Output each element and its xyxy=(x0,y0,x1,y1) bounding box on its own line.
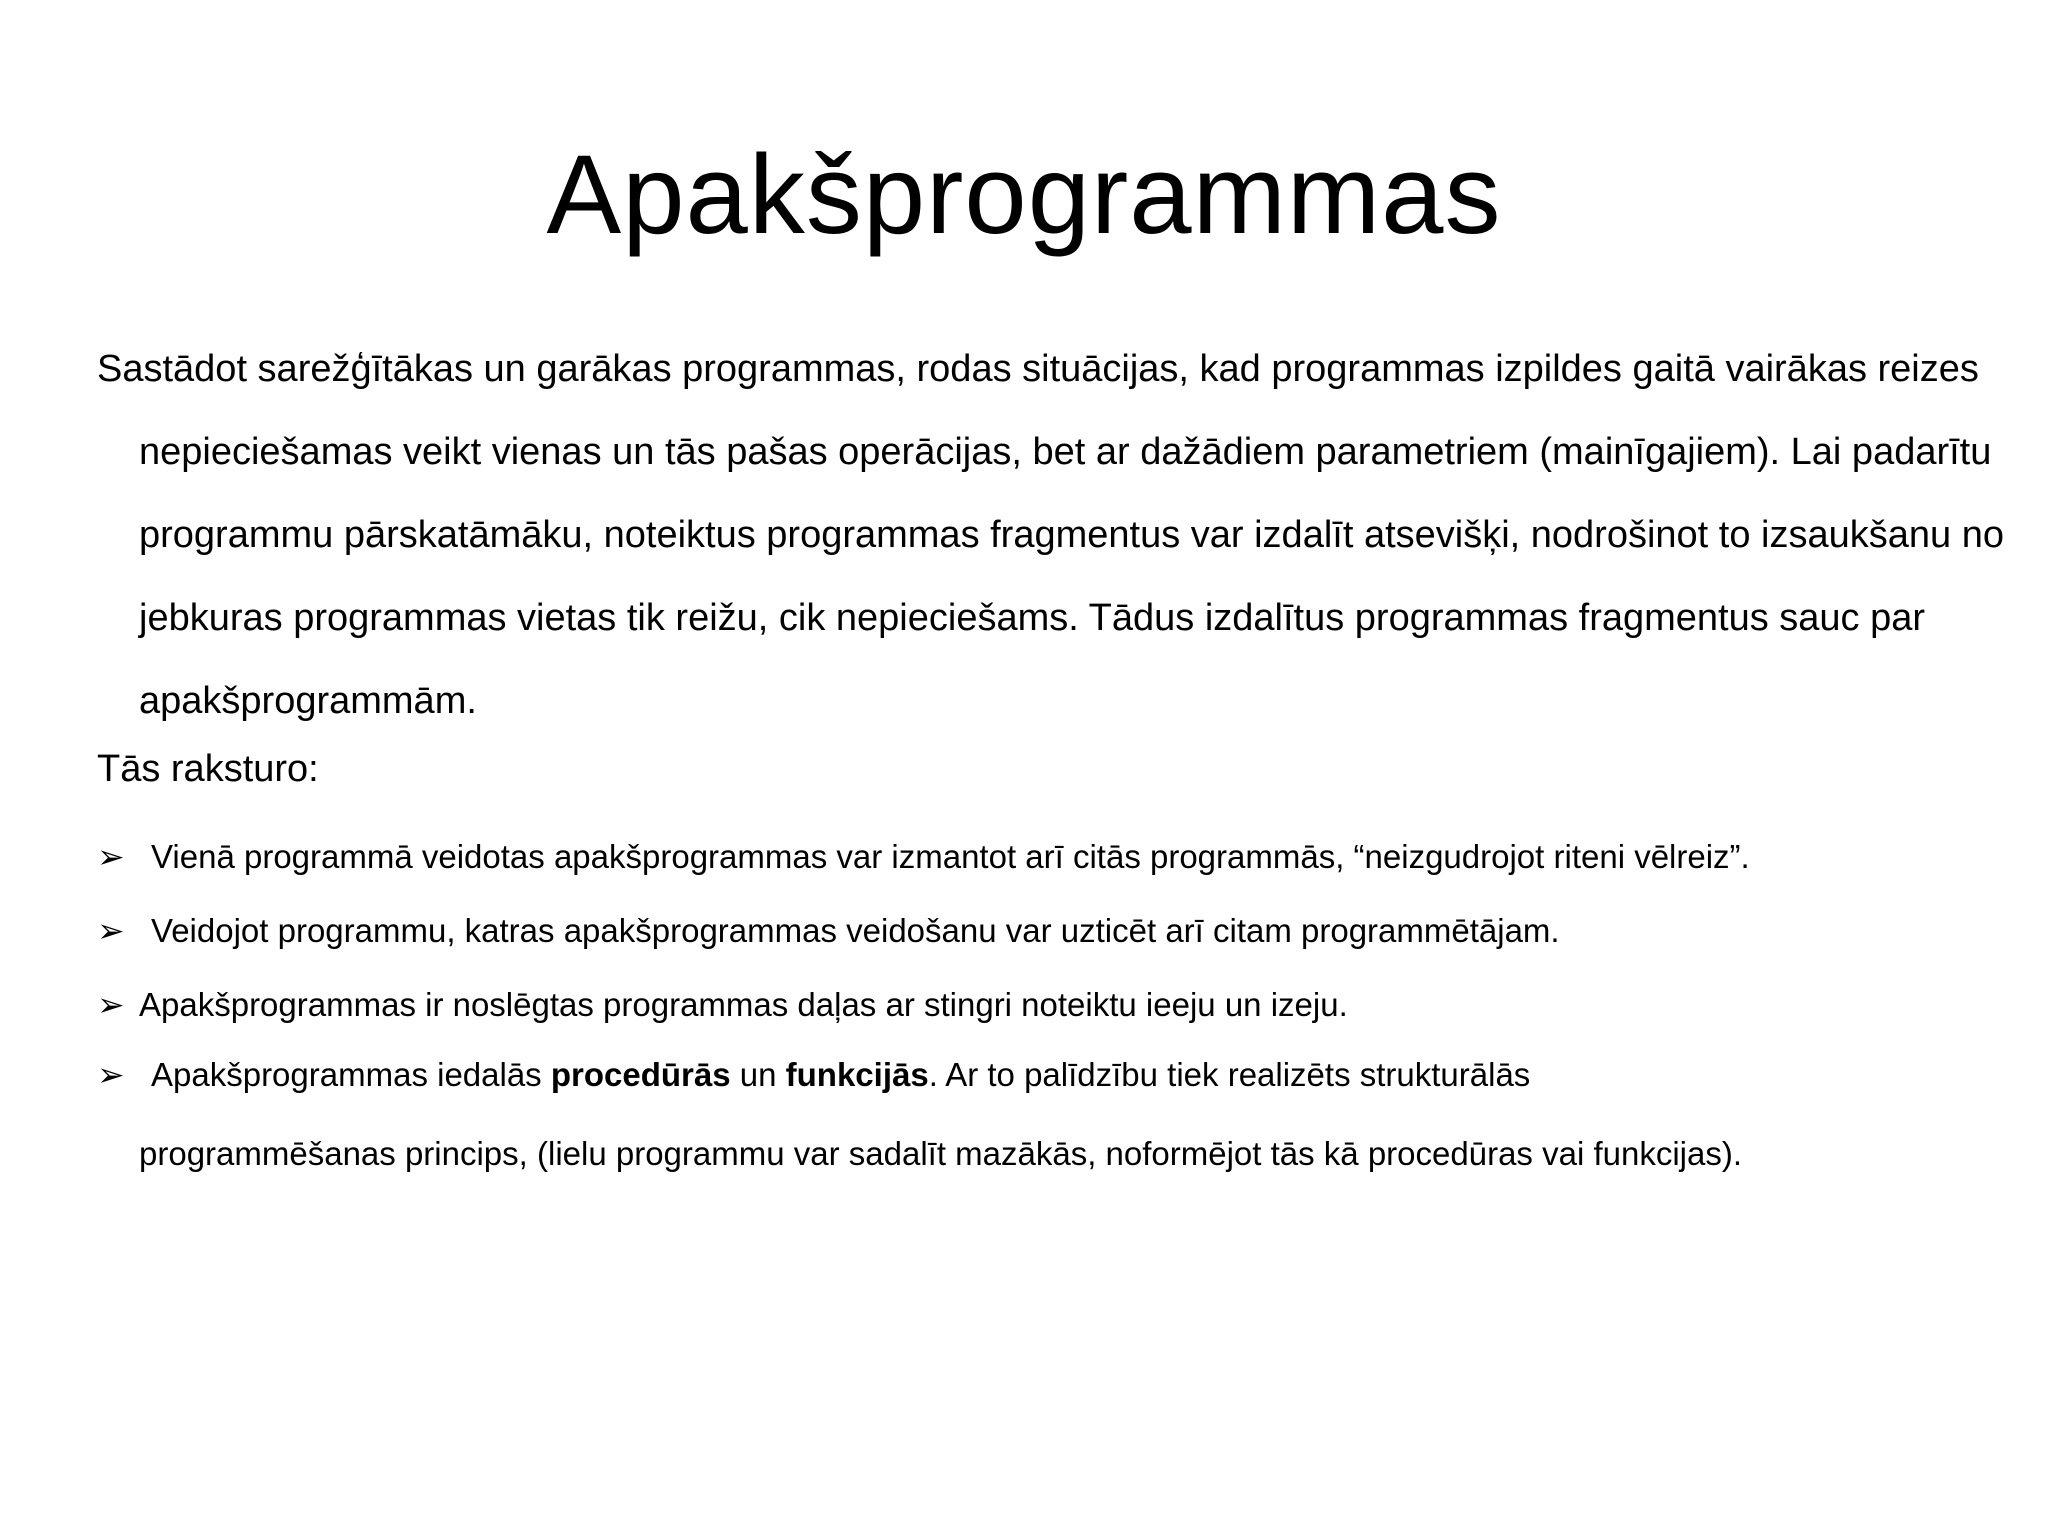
list-item-continuation: programmēšanas princips, (lielu programmu var sadalīt mazākās, noformējot tās kā procedūras vai funkcijas). xyxy=(139,1135,1742,1172)
procedures-term: procedūrās xyxy=(550,1056,731,1093)
arrow-bullet-icon: ➢ xyxy=(97,985,125,1024)
list-item xyxy=(97,894,1977,968)
slide-title: Apakšprogrammas xyxy=(546,132,1502,257)
functions-term: funkcijās xyxy=(785,1056,929,1093)
list-item-text: un xyxy=(730,1056,786,1093)
list-item-text: Apakšprogrammas iedalās xyxy=(151,1056,551,1093)
arrow-bullet-icon: ➢ xyxy=(97,1055,125,1094)
arrow-bullet-icon: ➢ xyxy=(97,837,125,876)
list-item-text: Apakšprogrammas ir noslēgtas programmas daļas ar stingri noteiktu ieeju un izeju. xyxy=(139,986,1348,1023)
list-item-text: Veidojot programmu, katras apakšprogrammas veidošanu var uzticēt arī citam programmētājam. xyxy=(151,912,1560,949)
list-item xyxy=(97,1042,1977,1200)
characteristics-list xyxy=(97,820,1977,1200)
list-item-text: Vienā programmā veidotas apakšprogrammas var izmantot arī citās programmās, “neizgudrojot riteni vēlreiz”. xyxy=(151,838,1750,875)
intro-paragraph: Sastādot sarežģītākas un garākas programmas, rodas situācijas, kad programmas izpildes gaitā vairākas reizes nepieciešamas veikt vienas un tās pašas operācijas, bet ar dažādiem parametriem (mainīgajiem). Lai padarītu programmu pārskatāmāku, noteiktus programmas fragmentus var izdalīt atsevišķi, nodrošinot to izsaukšanu no jebkuras programmas vietas tik reižu, cik nepieciešams. Tādus izdalītus programmas fragmentus sauc par apakšprogrammām. xyxy=(97,348,2004,722)
list-item xyxy=(97,968,1977,1042)
list-item xyxy=(97,820,1977,894)
list-item-text: . Ar to palīdzību tiek realizēts strukturālās xyxy=(928,1056,1531,1093)
characteristics-heading: Tās raksturo: xyxy=(97,748,319,790)
arrow-bullet-icon: ➢ xyxy=(97,911,125,950)
